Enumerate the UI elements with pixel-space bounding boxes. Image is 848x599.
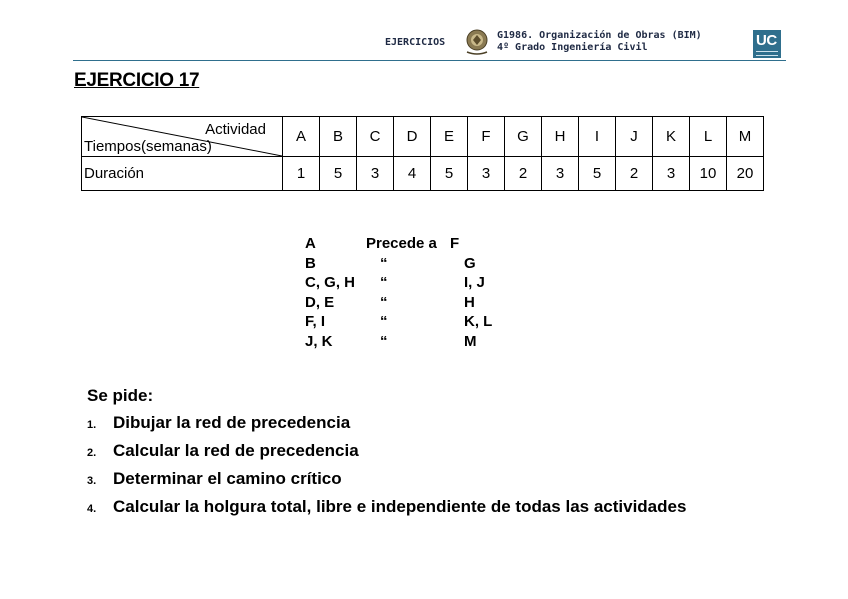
precedence-relation: “ (380, 293, 388, 311)
precedence-from: J, K (305, 332, 333, 350)
precedence-from: D, E (305, 293, 335, 311)
activity-header-cell: C (357, 117, 394, 157)
precedence-relation: Precede a (366, 235, 437, 252)
duration-cell: 10 (690, 157, 727, 191)
duration-cell: 3 (357, 157, 394, 191)
activity-header-cell: D (394, 117, 431, 157)
course-degree: 4º Grado Ingeniería Civil (497, 42, 648, 53)
precedence-row (305, 332, 492, 352)
duration-cell: 2 (505, 157, 542, 191)
activity-header-cell: J (616, 117, 653, 157)
precedence-relation: “ (380, 332, 388, 350)
se-pide-heading: Se pide: (87, 386, 154, 405)
activity-header-cell: A (283, 117, 320, 157)
activity-header-cell: L (690, 117, 727, 157)
precedence-to: K, L (464, 313, 493, 330)
duration-cell: 20 (727, 157, 764, 191)
precedence-relation: “ (380, 254, 388, 272)
task-list (87, 413, 686, 525)
precedence-relation: “ (380, 274, 388, 291)
duration-cell: 5 (431, 157, 468, 191)
precedence-from: B (305, 254, 316, 272)
university-seal-icon (464, 28, 490, 56)
activity-header-cell: G (505, 117, 542, 157)
precedence-list (305, 234, 492, 351)
precedence-row (305, 254, 492, 274)
precedence-relation: “ (380, 313, 388, 330)
duration-cell: 5 (320, 157, 357, 191)
duration-cell: 4 (394, 157, 431, 191)
table-corner-cell (82, 117, 283, 157)
activity-header-cell: B (320, 117, 357, 157)
task-text: Dibujar la red de precedencia (113, 413, 351, 432)
corner-label-activity: Actividad (205, 121, 266, 138)
activity-header-cell: E (431, 117, 468, 157)
task-item (87, 497, 686, 525)
course-code-title: G1986. Organización de Obras (BIM) (497, 30, 702, 41)
uc-logo (753, 30, 781, 58)
task-text: Calcular la red de precedencia (113, 441, 359, 460)
duration-row (82, 157, 764, 191)
task-number: 3. (87, 475, 97, 487)
task-item (87, 441, 686, 469)
duration-cell: 1 (283, 157, 320, 191)
precedence-to: F (450, 235, 460, 252)
header-divider (73, 60, 786, 61)
precedence-to: M (464, 332, 477, 350)
precedence-from: C, G, H (305, 274, 356, 291)
duration-table (81, 116, 764, 191)
precedence-to: I, J (464, 274, 485, 291)
activity-header-cell: H (542, 117, 579, 157)
precedence-row (305, 273, 492, 293)
activity-header-cell: M (727, 117, 764, 157)
task-number: 1. (87, 419, 97, 431)
task-item (87, 413, 686, 441)
task-number: 2. (87, 447, 97, 459)
uc-logo-lines (756, 51, 778, 56)
precedence-row (305, 312, 492, 332)
duration-cell: 3 (542, 157, 579, 191)
activity-header-row (82, 117, 764, 157)
task-text: Calcular la holgura total, libre e independiente de todas las actividades (113, 497, 687, 516)
task-item (87, 469, 686, 497)
duration-cell: 5 (579, 157, 616, 191)
activity-header-cell: F (468, 117, 505, 157)
precedence-to: G (464, 254, 476, 272)
activity-header-cell: K (653, 117, 690, 157)
precedence-row (305, 234, 492, 254)
header-section-label: EJERCICIOS (385, 37, 446, 48)
duration-row-label: Duración (82, 157, 283, 191)
duration-cell: 3 (653, 157, 690, 191)
task-text: Determinar el camino crítico (113, 469, 342, 488)
precedence-row (305, 293, 492, 313)
activity-header-cell: I (579, 117, 616, 157)
course-info (497, 30, 702, 54)
corner-label-time: Tiempos(semanas) (84, 138, 212, 155)
precedence-to: H (464, 293, 475, 311)
duration-cell: 3 (468, 157, 505, 191)
duration-cell: 2 (616, 157, 653, 191)
precedence-from: A (305, 235, 316, 252)
task-number: 4. (87, 503, 97, 515)
page-title: EJERCICIO 17 (74, 70, 200, 91)
precedence-from: F, I (305, 313, 326, 330)
uc-logo-text: UC (756, 32, 777, 49)
